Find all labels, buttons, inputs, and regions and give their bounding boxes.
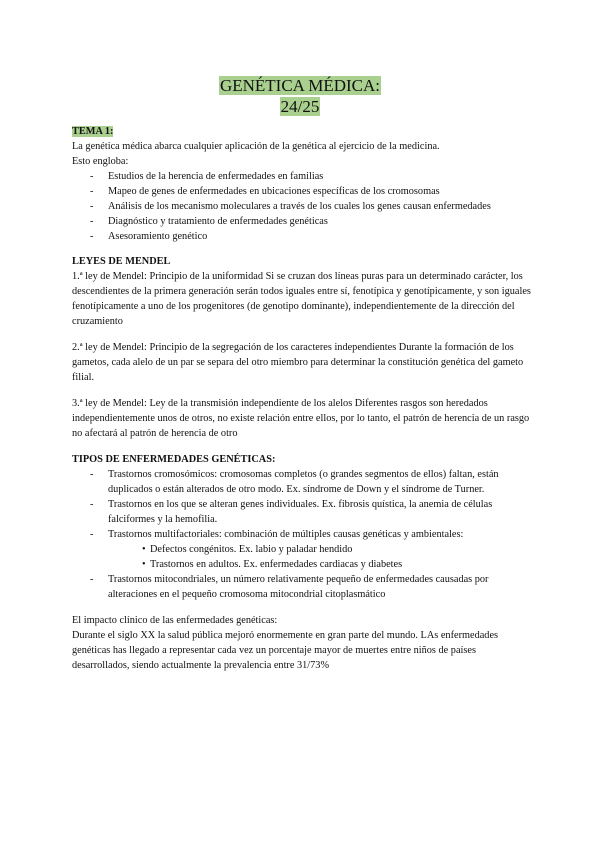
tema1-heading: TEMA 1:	[72, 126, 114, 137]
tipos-list-continued	[72, 572, 532, 602]
tema1-intro: La genética médica abarca cualquier aplicación de la genética al ejercicio de la medicina.	[72, 141, 440, 152]
tipos-list	[72, 467, 532, 542]
title-line-2: 24/25	[280, 97, 320, 116]
document-title	[0, 76, 600, 96]
list-item: - Trastornos multifactoriales: combinación de múltiples causas genéticas y ambientales:	[72, 527, 532, 542]
impacto-paragraph: Durante el siglo XX la salud pública mejoró enormemente en gran parte del mundo. LAs enfermedades genéticas has llegado a representar cada vez un porcentaje mayor de muertes entre niños de países desarrollados, siendo actualmente la prevalencia entre 31/73%	[72, 630, 499, 671]
list-item: - Trastornos en los que se alteran genes individuales. Ex. fibrosis quística, la anemia de células falciformes y la hemofilia.	[72, 497, 532, 527]
list-item: - Trastornos cromosómicos: cromosomas completos (o grandes segmentos de ellos) faltan, están duplicados o están alterados de otro modo. Ex. síndrome de Down y el síndrome de Turner.	[72, 467, 532, 497]
list-item: - Trastornos mitocondriales, un número relativamente pequeño de enfermedades causadas por alteraciones en el pequeño cromosoma mitocondrial citoplasmático	[72, 572, 532, 602]
tema1-list	[72, 169, 532, 244]
tema1-intro-2: Esto engloba:	[72, 156, 129, 167]
list-item: • Trastornos en adultos. Ex. enfermedades cardiacas y diabetes	[72, 557, 532, 572]
list-item: • Defectos congénitos. Ex. labio y paladar hendido	[72, 542, 532, 557]
list-item: - Asesoramiento genético	[72, 229, 532, 244]
list-item: - Diagnóstico y tratamiento de enfermedades genéticas	[72, 214, 532, 229]
ley-3-paragraph: 3.ª ley de Mendel: Ley de la transmisión independiente de los alelos Diferentes rasgos son heredados independientemente unos de otros, no existe relación entre ellos, por lo tanto, el patrón de herencia de un rasgo no afectará al patrón de herencia de otro	[72, 398, 530, 439]
list-item: - Mapeo de genes de enfermedades en ubicaciones específicas de los cromosomas	[72, 184, 532, 199]
leyes-heading: LEYES DE MENDEL	[72, 256, 171, 267]
tipos-heading: TIPOS DE ENFERMEDADES GENÉTICAS:	[72, 454, 276, 465]
tema1-section	[72, 124, 532, 673]
multifactorial-sublist	[72, 542, 532, 572]
impacto-heading: El impacto clínico de las enfermedades genéticas:	[72, 615, 278, 626]
document-subtitle	[0, 97, 600, 117]
ley-2-paragraph: 2.ª ley de Mendel: Principio de la segregación de los caracteres independientes Durante la formación de los gametos, cada alelo de un par se separa del otro miembro para determinar la constitución genética del gameto filial.	[72, 342, 524, 383]
list-item: - Análisis de los mecanismo moleculares a través de los cuales los genes causan enfermedades	[72, 199, 532, 214]
title-line-1: GENÉTICA MÉDICA:	[219, 76, 381, 95]
ley-1-paragraph: 1.ª ley de Mendel: Principio de la uniformidad Si se cruzan dos líneas puras para un determinado carácter, los descendientes de la primera generación serán todos iguales entre sí, fenotípica y genotípicamente, y son iguales fenotípicamente a uno de los progenitores (de genotipo dominante), independientemente de la dirección del cruzamiento	[72, 271, 531, 327]
list-item: - Estudios de la herencia de enfermedades en familias	[72, 169, 532, 184]
